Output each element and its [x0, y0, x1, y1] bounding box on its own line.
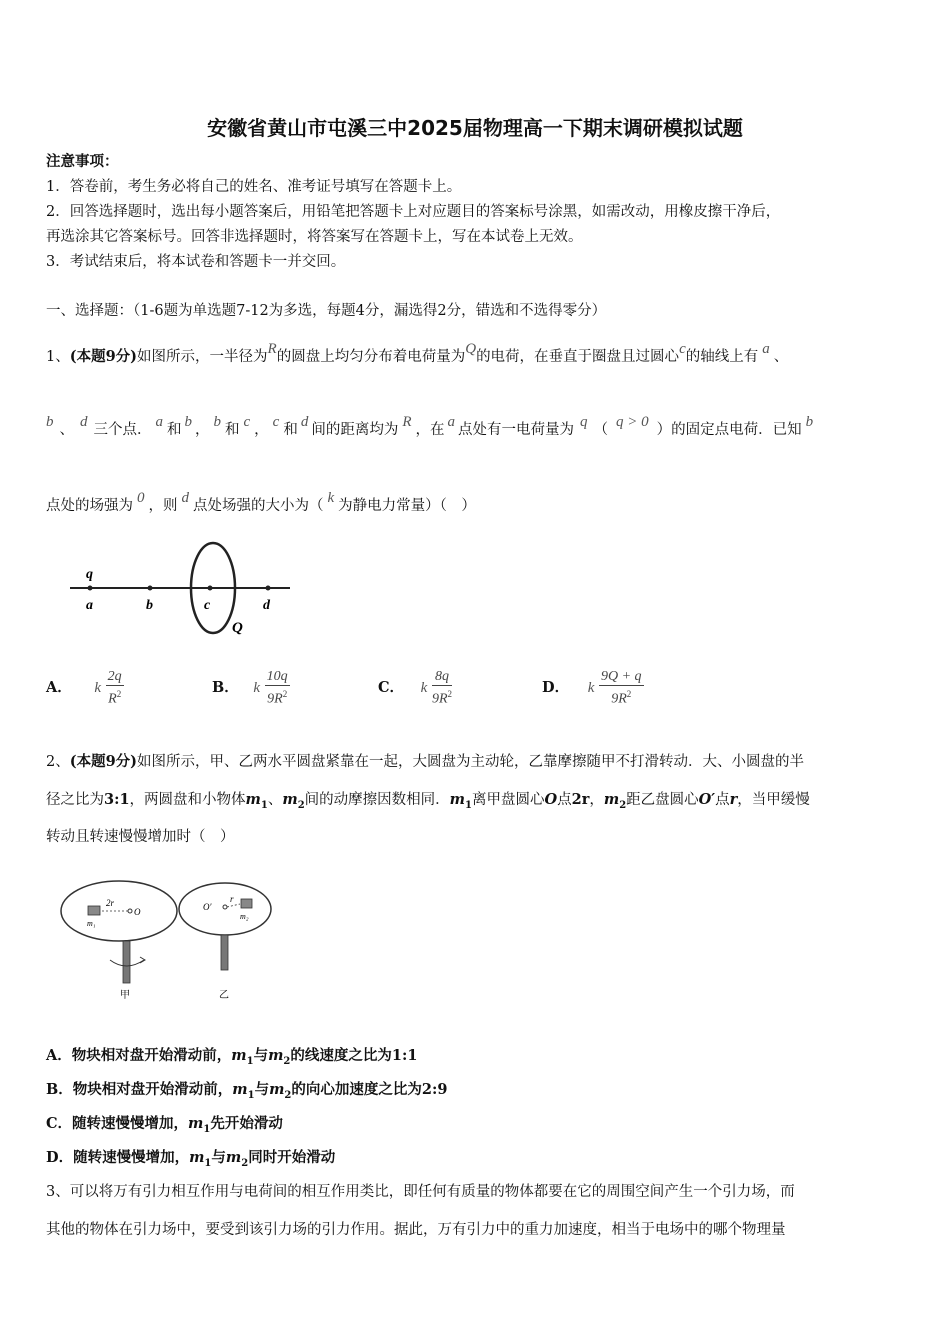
block-m1 [88, 906, 100, 915]
q2-line-3: 转动且转速慢慢增加时（ ） [46, 829, 235, 845]
q1-option-b[interactable]: B． k $\frac{10q}{9R^2}$ [212, 669, 288, 707]
q2-option-a[interactable]: A．物块相对盘开始滑动前，$m_1$与$m_2$的线速度之比为1:1 [46, 1047, 418, 1067]
q2-line-2: 径之比为3:1，两圆盘和小物体$m_1$、$m_2$间的动摩擦因数相同．$m_1$离甲盘圆心O点2r，$m_2$距乙盘圆心O′点r，当甲缓慢 [46, 791, 810, 811]
svg-text:O: O [134, 907, 141, 917]
q2-option-b[interactable]: B．物块相对盘开始滑动前，$m_1$与$m_2$的向心加速度之比为2:9 [46, 1081, 448, 1101]
point-c [208, 586, 213, 591]
q2-figure [60, 878, 285, 1003]
block-m2 [241, 899, 252, 908]
note-item: 2．回答选择题时，选出每小题答案后，用铅笔把答题卡上对应题目的答案标号涂黑，如需改动，用橡皮擦干净后， [46, 204, 781, 220]
svg-text:乙: 乙 [219, 990, 229, 1001]
label-a: a [86, 598, 93, 613]
shaft-yi [221, 935, 228, 970]
q2-line-1: 2、(本题9分)如图所示，甲、乙两水平圆盘紧靠在一起，大圆盘为主动轮，乙靠摩擦随甲不打滑转动．大、小圆盘的半 [46, 753, 805, 770]
q1-line-2: b 、 d 三个点． a 和 b ， b 和 c ， c 和 d 间的距离均为 R ，在 a 点处有一电荷量为 q （ q > 0 ）的固定点电荷．已知 b [46, 414, 814, 438]
q1-option-d[interactable]: D． k $\frac{9Q + q}{9R^2}$ [542, 669, 642, 707]
label-c: c [204, 598, 211, 613]
page-title: 安徽省黄山市屯溪三中2025届物理高一下期末调研模拟试题 [207, 116, 743, 140]
notes-heading: 注意事项： [46, 153, 119, 170]
q2-option-d[interactable]: D．随转速慢慢增加，$m_1$与$m_2$同时开始滑动 [46, 1149, 336, 1169]
label-q: q [86, 567, 93, 582]
note-item: 3．考试结束后，将本试卷和答题卡一并交回。 [46, 254, 346, 270]
shaft-jia [123, 941, 130, 983]
label-Q: Q [232, 620, 243, 636]
svg-text:r: r [230, 894, 234, 904]
section-heading: 一、选择题：（1-6题为单选题7-12为多选，每题4分，漏选得2分，错选和不选得零分） [46, 303, 607, 319]
label-d: d [263, 598, 270, 613]
point-b [148, 586, 153, 591]
point-a [88, 586, 93, 591]
svg-text:m₂: m₂ [240, 912, 249, 921]
svg-text:甲: 甲 [120, 990, 130, 1001]
q1-option-c[interactable]: C． k $\frac{8q}{9R^2}$ [378, 669, 452, 707]
note-item: 再选涂其它答案标号。回答非选择题时，将答案写在答题卡上，写在本试卷上无效。 [46, 229, 583, 245]
label-b: b [146, 598, 153, 613]
q1-figure [60, 538, 310, 643]
svg-text:m₁: m₁ [87, 919, 96, 928]
q1-line-3: 点处的场强为 0 ，则 d 点处场强的大小为（ k 为静电力常量）（ ） [46, 490, 476, 514]
q1-option-a[interactable]: A． k $\frac{2q}{R^2}$ [46, 669, 122, 707]
note-item: 1．答卷前，考生务必将自己的姓名、准考证号填写在答题卡上。 [46, 179, 462, 195]
svg-text:O′: O′ [203, 902, 212, 912]
q1-line-1: 1、(本题9分)如图所示，一半径为R的圆盘上均匀分布着电荷量为Q的电荷，在垂直于圈盘且过圆心c的轴线上有 a 、 [46, 341, 789, 365]
q2-option-c[interactable]: C．随转速慢慢增加，$m_1$先开始滑动 [46, 1115, 283, 1135]
q3-line-2: 其他的物体在引力场中，要受到该引力场的引力作用。据此，万有引力中的重力加速度，相当于电场中的哪个物理量 [46, 1222, 786, 1238]
q3-line-1: 3、可以将万有引力相互作用与电荷间的相互作用类比，即任何有质量的物体都要在它的周围空间产生一个引力场，而 [46, 1184, 795, 1200]
point-d [266, 586, 271, 591]
svg-text:2r: 2r [106, 898, 115, 908]
